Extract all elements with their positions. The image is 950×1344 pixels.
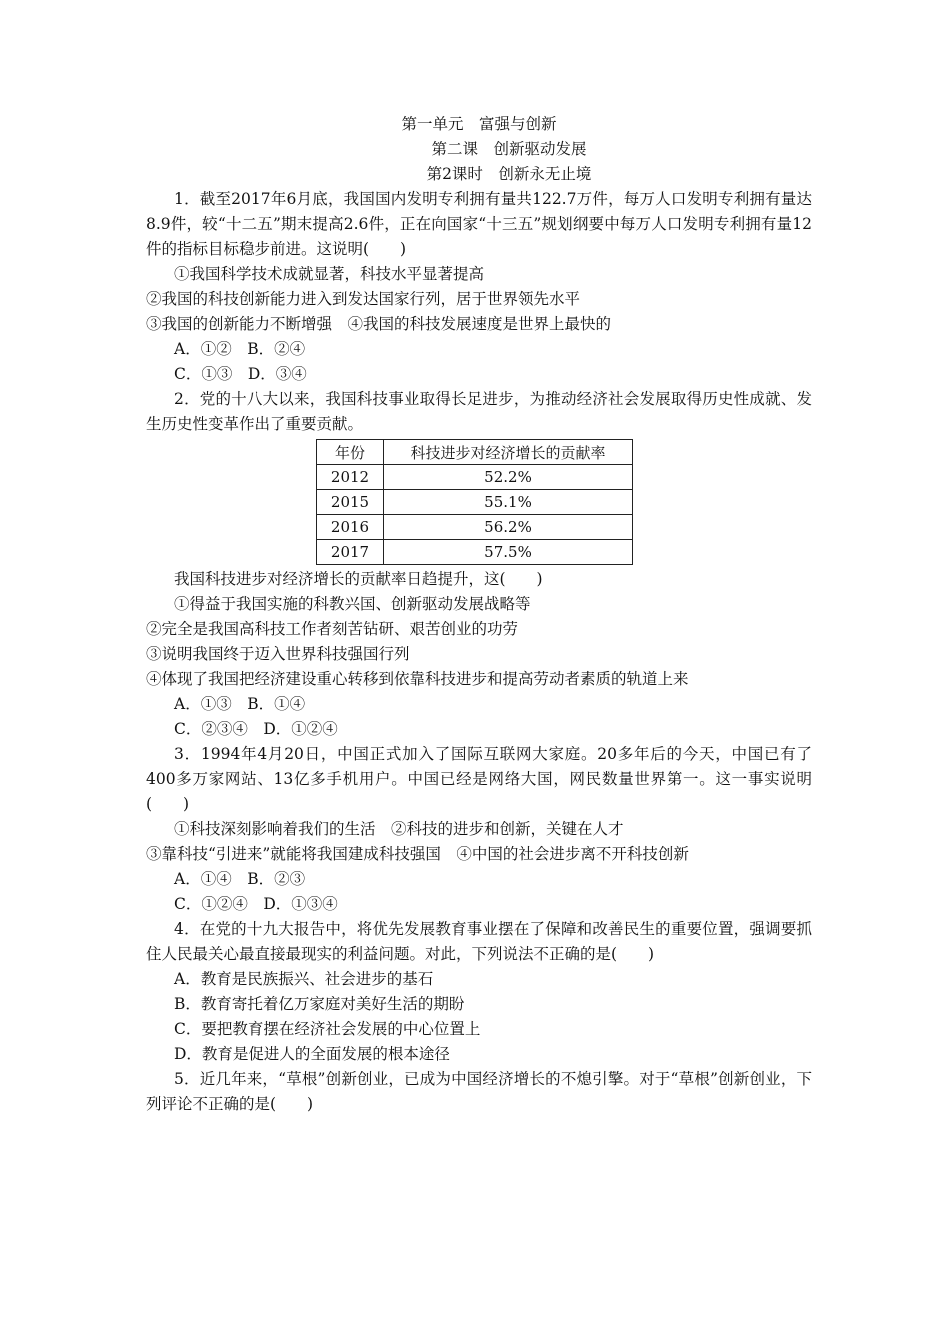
q3-options-cd: C．①②④ D．①③④	[174, 895, 338, 913]
q2-statement-2: ②完全是我国高科技工作者刻苦钻研、艰苦创业的功劳	[146, 620, 519, 638]
unit-title: 第一单元 富强与创新	[401, 115, 557, 133]
q4-option-a: A．教育是民族振兴、社会进步的基石	[174, 970, 434, 988]
q2-statement-4: ④体现了我国把经济建设重心转移到依靠科技进步和提高劳动者素质的轨道上来	[146, 670, 689, 688]
q3-statement-2: ③靠科技“引进来”就能将我国建成科技强国 ④中国的社会进步离不开科技创新	[146, 845, 689, 863]
table-row	[317, 540, 633, 565]
q2-options-ab: A．①③ B．①④	[174, 695, 306, 713]
table-row	[317, 465, 633, 490]
table-cell-year: 2017	[317, 540, 384, 565]
table-header-row	[317, 440, 633, 465]
q1-statement-2: ②我国的科技创新能力进入到发达国家行列，居于世界领先水平	[146, 290, 581, 308]
q1-statement-3: ③我国的创新能力不断增强 ④我国的科技发展速度是世界上最快的	[146, 315, 612, 333]
q1-statement-1: ①我国科学技术成就显著，科技水平显著提高	[174, 265, 485, 283]
table-row	[317, 490, 633, 515]
q3-options-ab: A．①④ B．②③	[174, 870, 306, 888]
table-cell-rate: 57.5%	[384, 540, 633, 565]
q2-options-cd: C．②③④ D．①②④	[174, 720, 338, 738]
q2-stem: 2．党的十八大以来，我国科技事业取得长足进步，为推动经济社会发展取得历史性成就、发生历史性变革作出了重要贡献。	[146, 390, 812, 433]
table-cell-year: 2012	[317, 465, 384, 490]
q1-options-cd: C．①③ D．③④	[174, 365, 307, 383]
table-cell-year: 2015	[317, 490, 384, 515]
q3-stem: 3．1994年4月20日，中国正式加入了国际互联网大家庭。20多年后的今天，中国已有了400多万家网站、13亿多手机用户。中国已经是网络大国，网民数量世界第一。这一事实说明( )	[146, 745, 812, 813]
q1-options-ab: A．①② B．②④	[174, 340, 306, 358]
contribution-table	[316, 439, 633, 565]
table-cell-rate: 56.2%	[384, 515, 633, 540]
q3-statement-1: ①科技深刻影响着我们的生活 ②科技的进步和创新，关键在人才	[174, 820, 624, 838]
period-title: 第2课时 创新永无止境	[426, 165, 592, 183]
q4-option-b: B．教育寄托着亿万家庭对美好生活的期盼	[174, 995, 465, 1013]
q4-option-d: D．教育是促进人的全面发展的根本途径	[174, 1045, 450, 1063]
table-cell-year: 2016	[317, 515, 384, 540]
table-header-year: 年份	[317, 440, 384, 465]
table-cell-rate: 52.2%	[384, 465, 633, 490]
q2-statement-3: ③说明我国终于迈入世界科技强国行列	[146, 645, 410, 663]
table-header-rate: 科技进步对经济增长的贡献率	[384, 440, 633, 465]
lesson-title: 第二课 创新驱动发展	[431, 140, 587, 158]
table-cell-rate: 55.1%	[384, 490, 633, 515]
worksheet-content	[146, 112, 812, 1117]
q2-statement-1: ①得益于我国实施的科教兴国、创新驱动发展战略等	[174, 595, 531, 613]
q2-stem-continued: 我国科技进步对经济增长的贡献率日趋提升，这( )	[174, 570, 543, 588]
q4-stem: 4．在党的十九大报告中，将优先发展教育事业摆在了保障和改善民生的重要位置，强调要抓住人民最关心最直接最现实的利益问题。对此，下列说法不正确的是( )	[146, 920, 812, 963]
table-row	[317, 515, 633, 540]
q1-stem: 1．截至2017年6月底，我国国内发明专利拥有量共122.7万件，每万人口发明专利拥有量达8.9件，较“十二五”期末提高2.6件，正在向国家“十三五”规划纲要中每万人口发明专利拥有量12件的指标目标稳步前进。这说明( )	[146, 190, 812, 258]
q5-stem: 5．近几年来，“草根”创新创业，已成为中国经济增长的不熄引擎。对于“草根”创新创业，下列评论不正确的是( )	[146, 1070, 812, 1113]
q4-option-c: C．要把教育摆在经济社会发展的中心位置上	[174, 1020, 481, 1038]
